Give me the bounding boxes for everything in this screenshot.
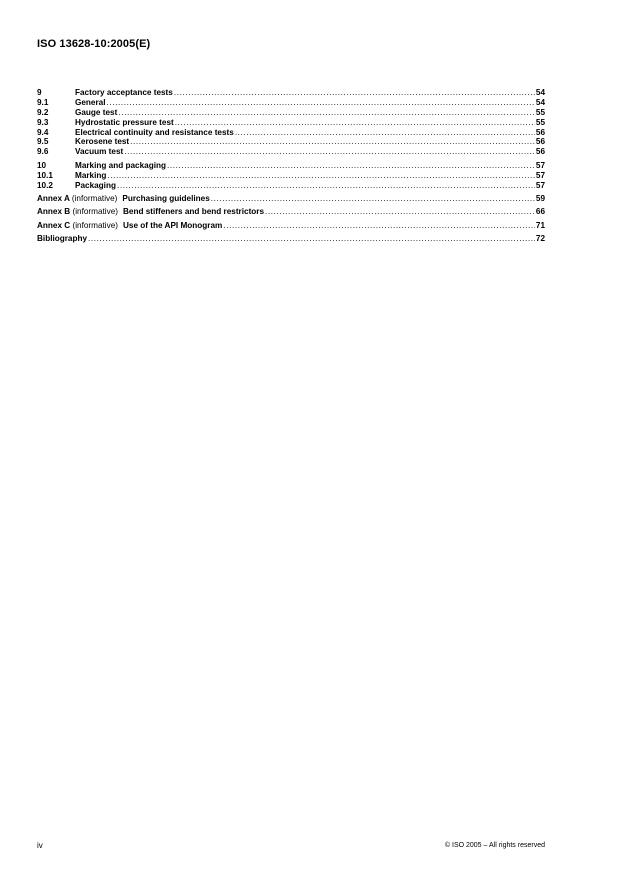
toc-entry-page: 56 <box>535 127 545 137</box>
toc-entry-page: 66 <box>535 207 545 217</box>
toc-annex-type: (informative) <box>72 220 118 230</box>
toc-entry-9-3[interactable] <box>37 118 545 128</box>
toc-dot-leader <box>223 221 535 231</box>
toc-entry-page: 54 <box>535 88 545 97</box>
toc-annex-letter: Annex B <box>37 207 71 217</box>
toc-group-annex-b <box>37 207 545 217</box>
toc-entry-10-1[interactable] <box>37 171 545 181</box>
toc-annex-type: (informative) <box>71 193 118 203</box>
toc-entry-9-1[interactable] <box>37 98 545 108</box>
toc-dot-leader <box>130 137 535 147</box>
toc-entry-page: 56 <box>535 147 545 157</box>
toc-entry-title: Electrical continuity and resistance tests <box>75 127 234 137</box>
toc-annex-letter: Annex C <box>37 220 71 230</box>
toc-dot-leader <box>174 88 535 98</box>
toc-annex-label <box>37 194 122 204</box>
toc-entry-10[interactable] <box>37 161 545 171</box>
toc-entry-number: 9.2 <box>37 107 49 117</box>
toc-entry-page: 72 <box>535 234 545 244</box>
toc-annex-letter: Annex A <box>37 193 70 203</box>
toc-entry-annex-c[interactable] <box>37 221 545 231</box>
toc-entry-title: Bend stiffeners and bend restrictors <box>123 207 265 217</box>
footer-copyright: © ISO 2005 – All rights reserved <box>444 842 545 849</box>
toc-dot-leader <box>265 207 535 217</box>
toc-group-bibliography <box>37 234 545 244</box>
toc-dot-leader <box>167 161 535 171</box>
toc-entry-number: 9.1 <box>37 97 49 107</box>
toc-entry-title: Hydrostatic pressure test <box>75 117 174 127</box>
toc-entry-9-6[interactable] <box>37 147 545 157</box>
toc-dot-leader <box>235 128 535 138</box>
toc-entry-title: Packaging <box>75 180 116 190</box>
toc-entry-title: Bibliography <box>37 234 88 244</box>
toc-entry-number: 9 <box>37 88 42 97</box>
toc-entry-page: 57 <box>535 180 545 190</box>
toc-annex-label <box>37 221 123 231</box>
toc-entry-page: 55 <box>535 107 545 117</box>
toc-dot-leader <box>88 234 535 244</box>
toc-dot-leader <box>107 98 535 108</box>
toc-entry-page: 57 <box>535 160 545 170</box>
toc-entry-title: Purchasing guidelines <box>122 193 210 203</box>
toc-entry-number: 9.5 <box>37 137 49 147</box>
toc-dot-leader <box>211 194 535 204</box>
toc-dot-leader <box>117 181 535 191</box>
toc-entry-number: 9.3 <box>37 117 49 127</box>
toc-group-annex-a <box>37 194 545 204</box>
toc-entry-title: General <box>75 97 106 107</box>
toc-entry-page: 54 <box>535 97 545 107</box>
toc-entry-10-2[interactable] <box>37 181 545 191</box>
toc-entry-page: 57 <box>535 170 545 180</box>
toc-entry-number: 9.6 <box>37 147 49 157</box>
toc-entry-title: Kerosene test <box>75 137 130 147</box>
toc-dot-leader <box>175 118 535 128</box>
toc-entry-page: 55 <box>535 117 545 127</box>
table-of-contents <box>37 88 545 247</box>
toc-entry-9[interactable] <box>37 88 545 98</box>
toc-group-section-10 <box>37 161 545 191</box>
toc-entry-number: 9.4 <box>37 127 49 137</box>
toc-entry-9-5[interactable] <box>37 137 545 147</box>
toc-entry-number: 10.2 <box>37 180 53 190</box>
footer-page-number: iv <box>37 841 43 850</box>
toc-entry-bibliography[interactable] <box>37 234 545 244</box>
toc-entry-annex-b[interactable] <box>37 207 545 217</box>
document-header-title: ISO 13628-10:2005(E) <box>37 38 151 50</box>
toc-entry-title: Marking and packaging <box>75 160 166 170</box>
toc-entry-title: Factory acceptance tests <box>75 88 173 97</box>
toc-entry-number: 10 <box>37 160 47 170</box>
toc-entry-page: 71 <box>535 220 545 230</box>
toc-entry-title: Use of the API Monogram <box>123 220 223 230</box>
toc-annex-type: (informative) <box>72 207 118 217</box>
toc-entry-page: 59 <box>535 193 545 203</box>
toc-dot-leader <box>107 171 534 181</box>
toc-entry-title: Vacuum test <box>75 147 124 157</box>
toc-entry-title: Gauge test <box>75 107 118 117</box>
toc-dot-leader <box>124 147 535 157</box>
toc-group-annex-c <box>37 221 545 231</box>
toc-dot-leader <box>118 108 535 118</box>
toc-group-section-9 <box>37 88 545 157</box>
toc-entry-title: Marking <box>75 170 107 180</box>
toc-annex-label <box>37 207 123 217</box>
toc-entry-9-4[interactable] <box>37 128 545 138</box>
toc-entry-page: 56 <box>535 137 545 147</box>
toc-entry-number: 10.1 <box>37 170 53 180</box>
toc-entry-9-2[interactable] <box>37 108 545 118</box>
toc-entry-annex-a[interactable] <box>37 194 545 204</box>
